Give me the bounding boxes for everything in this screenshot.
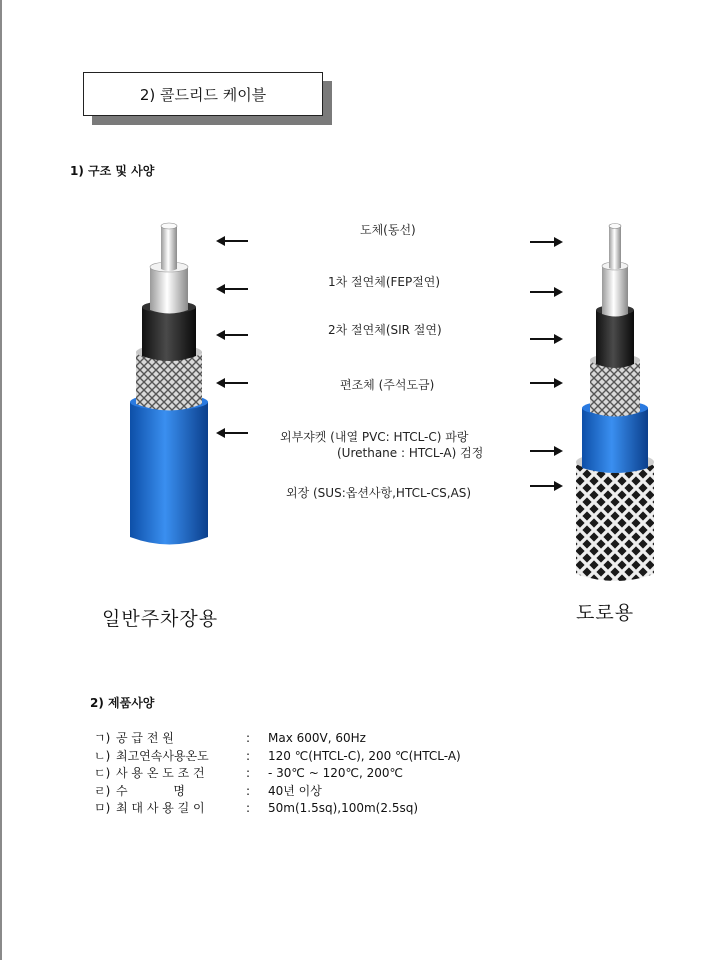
arrow-right-fep <box>530 287 564 297</box>
spec-value: - 30℃ ~ 120℃, 200℃ <box>268 766 403 780</box>
section-heading-structure: 1) 구조 및 사양 <box>70 164 155 178</box>
arrow-left-conductor <box>216 236 250 246</box>
layer-label-fep: 1차 절연체(FEP절연) <box>328 275 441 289</box>
spec-colon: : <box>246 748 251 763</box>
arrow-right-sir <box>530 334 564 344</box>
layer-label-armour: 외장 (SUS:옵션사항,HTCL-CS,AS) <box>286 486 472 500</box>
spec-row <box>94 783 461 801</box>
layer-label-conductor: 도체(동선) <box>360 223 416 237</box>
spec-mark: ㄹ) <box>94 783 111 798</box>
arrow-left-fep <box>216 284 250 294</box>
layer-label-jacket-pvc: 외부쟈켓 (내열 PVC: HTCL-C) 파랑 <box>280 430 469 444</box>
spec-colon: : <box>246 731 251 745</box>
arrow-left-jacket <box>216 428 250 438</box>
spec-colon: : <box>246 801 251 815</box>
spec-row <box>94 800 461 818</box>
arrow-right-braid <box>530 378 564 388</box>
arrow-right-conductor <box>530 237 564 247</box>
layer-label-braid: 편조체 (주석도금) <box>340 378 435 392</box>
arrow-right-armour <box>530 481 564 491</box>
spec-value: 120 ℃(HTCL-C), 200 ℃(HTCL-A) <box>268 748 461 763</box>
spec-row <box>94 765 461 783</box>
spec-row <box>94 730 461 748</box>
spec-label: 사 용 온 도 조 건 <box>116 766 205 780</box>
spec-value: 40년 이상 <box>268 783 322 798</box>
layer-label-jacket-urethane: (Urethane : HTCL-A) 검정 <box>337 446 484 460</box>
spec-label: 최고연속사용온도 <box>116 748 209 763</box>
spec-mark: ㅁ) <box>94 801 111 815</box>
caption-road: 도로용 <box>576 602 635 624</box>
spec-value: Max 600V, 60Hz <box>268 731 366 745</box>
arrow-left-sir <box>216 330 250 340</box>
caption-parking: 일반주차장용 <box>102 608 219 630</box>
spec-row <box>94 748 461 766</box>
spec-colon: : <box>246 766 251 780</box>
spec-mark: ㄴ) <box>94 748 111 763</box>
spec-mark: ㄱ) <box>94 731 111 745</box>
layer-label-sir: 2차 절연체(SIR 절연) <box>328 323 442 337</box>
page-edge <box>0 0 2 960</box>
spec-list <box>94 730 461 818</box>
left-cable-illustration <box>120 222 220 552</box>
right-cable-illustration <box>566 222 666 587</box>
spec-value: 50m(1.5sq),100m(2.5sq) <box>268 801 418 815</box>
spec-label: 공 급 전 원 <box>116 731 174 745</box>
page-title: 2) 콜드리드 케이블 <box>83 72 323 116</box>
spec-label: 최 대 사 용 길 이 <box>116 801 205 815</box>
spec-mark: ㄷ) <box>94 766 111 780</box>
spec-colon: : <box>246 783 251 798</box>
arrow-right-jacket <box>530 446 564 456</box>
section-heading-specs: 2) 제품사양 <box>90 696 155 710</box>
spec-label: 수 명 <box>116 783 185 798</box>
arrow-left-braid <box>216 378 250 388</box>
